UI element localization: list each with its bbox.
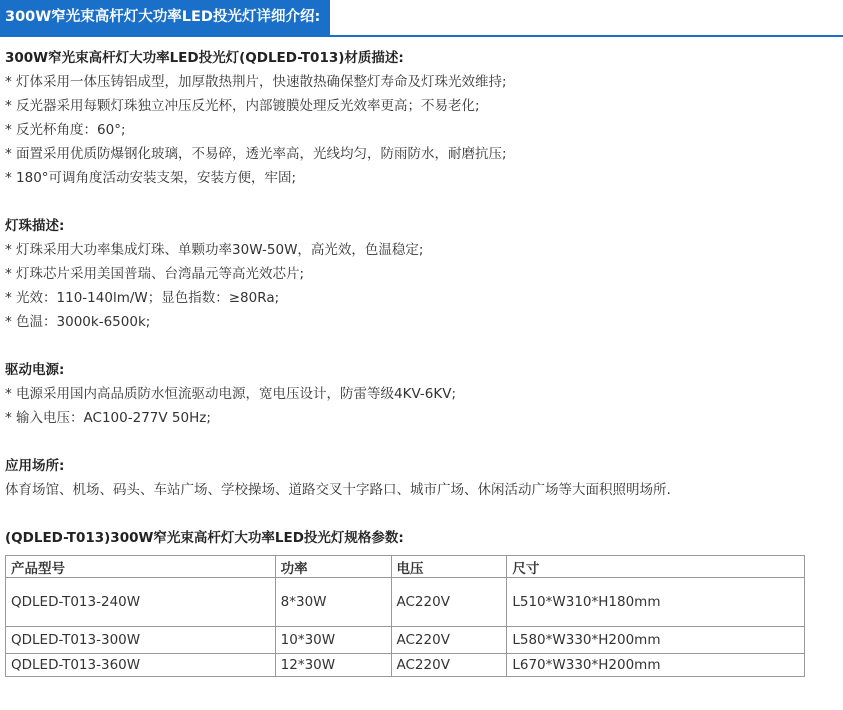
material-item: * 反光杯角度：60°; — [5, 122, 126, 138]
table-row — [6, 627, 805, 654]
table-row — [6, 578, 805, 627]
product-description — [5, 46, 840, 550]
power-cell: 8*30W — [275, 578, 391, 627]
power-item: * 电源采用国内高品质防水恒流驱动电源，宽电压设计，防雷等级4KV-6KV; — [5, 386, 457, 402]
spacer — [5, 430, 840, 454]
beads-item: * 灯珠芯片采用美国普瑞、台湾晶元等高光效芯片; — [5, 266, 305, 282]
model-cell: QDLED-T013-360W — [6, 654, 276, 677]
model-cell: QDLED-T013-240W — [6, 578, 276, 627]
voltage-cell: AC220V — [391, 654, 507, 677]
beads-item: * 光效：110-140lm/W；显色指数：≥80Ra; — [5, 290, 280, 306]
column-header: 产品型号 — [6, 556, 276, 578]
material-heading: 300W窄光束高杆灯大功率LED投光灯(QDLED-T013)材质描述: — [5, 50, 404, 66]
table-row — [6, 654, 805, 677]
spacer — [5, 502, 840, 526]
spec-table — [5, 555, 805, 677]
material-item: * 反光器采用每颗灯珠独立冲压反光杯，内部镀膜处理反光效率更高；不易老化; — [5, 98, 480, 114]
material-item: * 面置采用优质防爆钢化玻璃，不易碎，透光率高，光线均匀，防雨防水，耐磨抗压; — [5, 146, 507, 162]
material-item: * 180°可调角度活动安装支架，安装方便，牢固; — [5, 170, 297, 186]
power-item: * 输入电压：AC100-277V 50Hz; — [5, 410, 211, 426]
spacer — [5, 190, 840, 214]
power-cell: 10*30W — [275, 627, 391, 654]
section-header — [0, 0, 843, 37]
voltage-cell: AC220V — [391, 578, 507, 627]
application-heading: 应用场所: — [5, 458, 65, 474]
size-cell: L510*W310*H180mm — [507, 578, 805, 627]
spacer — [5, 334, 840, 358]
power-heading: 驱动电源: — [5, 362, 65, 378]
column-header: 尺寸 — [507, 556, 805, 578]
beads-item: * 灯珠采用大功率集成灯珠、单颗功率30W-50W，高光效，色温稳定; — [5, 242, 424, 258]
table-header-row — [6, 556, 805, 578]
spec-heading: (QDLED-T013)300W窄光束高杆灯大功率LED投光灯规格参数: — [5, 530, 404, 546]
size-cell: L670*W330*H200mm — [507, 654, 805, 677]
column-header: 功率 — [275, 556, 391, 578]
column-header: 电压 — [391, 556, 507, 578]
material-item: * 灯体采用一体压铸铝成型，加厚散热荆片，快速散热确保整灯寿命及灯珠光效维持; — [5, 74, 507, 90]
model-cell: QDLED-T013-300W — [6, 627, 276, 654]
section-header-title: 300W窄光束高杆灯大功率LED投光灯详细介绍: — [0, 0, 330, 35]
size-cell: L580*W330*H200mm — [507, 627, 805, 654]
power-cell: 12*30W — [275, 654, 391, 677]
application-item: 体育场馆、机场、码头、车站广场、学校操场、道路交叉十字路口、城市广场、休闲活动广场等大面积照明场所. — [5, 482, 671, 498]
beads-item: * 色温：3000k-6500k; — [5, 314, 151, 330]
voltage-cell: AC220V — [391, 627, 507, 654]
beads-heading: 灯珠描述: — [5, 218, 65, 234]
